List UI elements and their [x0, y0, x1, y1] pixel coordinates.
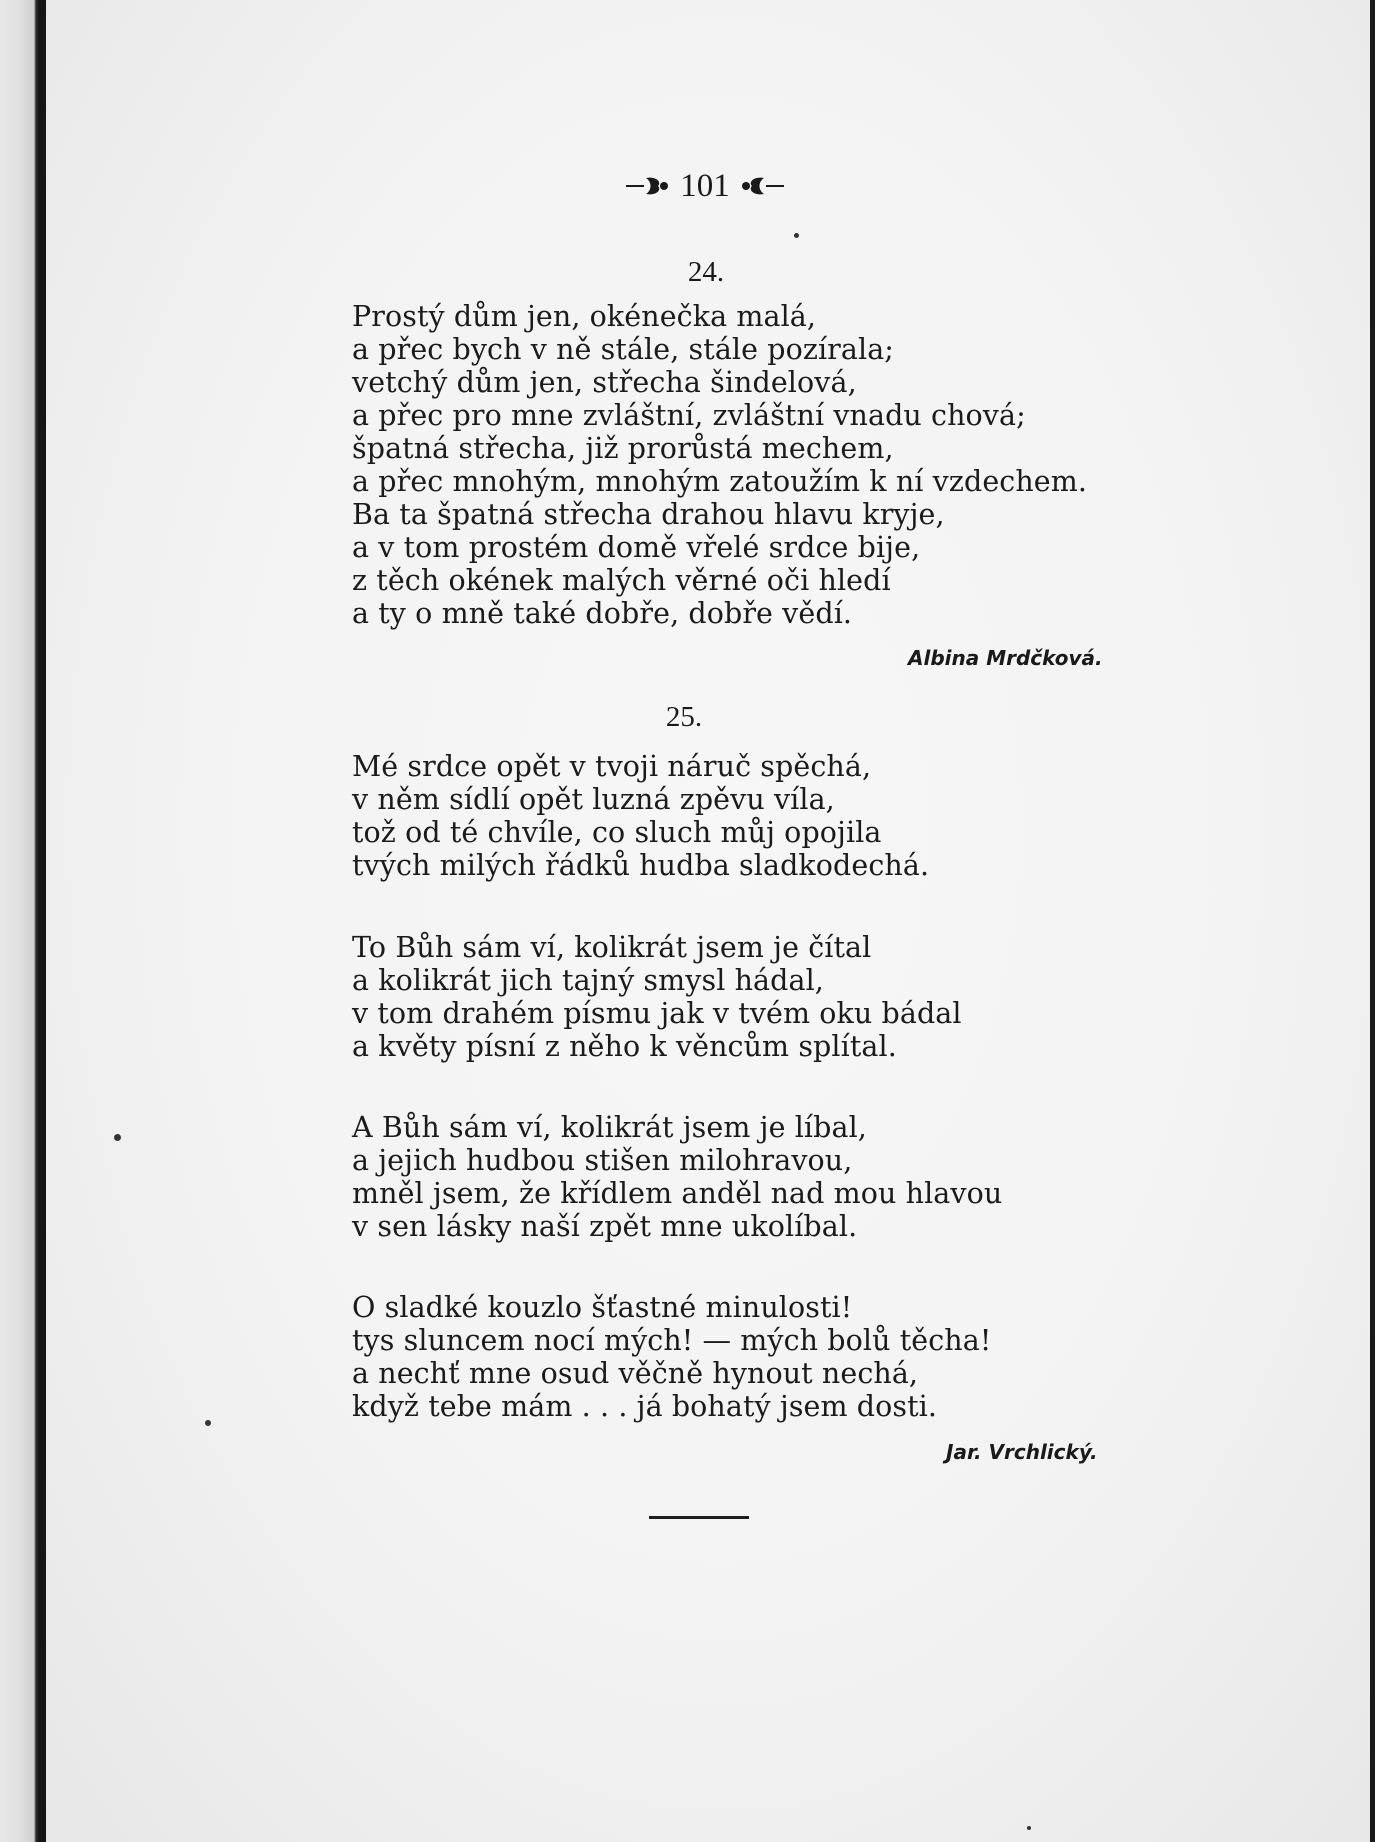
- verse-line: v tom drahém písmu jak v tvém oku bádal: [352, 997, 962, 1030]
- verse-line: A Bůh sám ví, kolikrát jsem je líbal,: [352, 1111, 867, 1144]
- poem-author: Jar. Vrchlický.: [946, 1440, 1098, 1464]
- verse-line: a přec bych v ně stále, stále pozírala;: [352, 333, 895, 366]
- scan-right-margin: [1375, 0, 1397, 1842]
- poem-24-stanza: [352, 300, 1087, 630]
- verse-line: a v tom prostém domě vřelé srdce bije,: [352, 531, 921, 564]
- end-rule-divider: [649, 1516, 749, 1519]
- verse-line: tys sluncem nocí mých! — mých bolů těcha!: [352, 1324, 992, 1357]
- page-number: 101: [680, 167, 730, 204]
- verse-line: Prostý dům jen, okénečka malá,: [352, 300, 817, 333]
- page-header: [590, 166, 820, 206]
- fleuron-ornament-icon: [626, 174, 672, 198]
- verse-line: vetchý dům jen, střecha šindelová,: [352, 366, 857, 399]
- scan-speck: [794, 233, 799, 238]
- verse-line: a přec pro mne zvláštní, zvláštní vnadu chová;: [352, 399, 1026, 432]
- poem-25-stanza: [352, 750, 929, 882]
- verse-line: O sladké kouzlo šťastné minulosti!: [352, 1291, 853, 1324]
- verse-line: Ba ta špatná střecha drahou hlavu kryje,: [352, 498, 945, 531]
- verse-line: když tebe mám . . . já bohatý jsem dosti.: [352, 1390, 938, 1423]
- verse-line: v sen lásky naší zpět mne ukolíbal.: [352, 1210, 858, 1243]
- verse-line: z těch okének malých věrné oči hledí: [352, 564, 891, 597]
- scan-binding-edge: [0, 0, 40, 1842]
- verse-line: a nechť mne osud věčně hynout nechá,: [352, 1357, 919, 1390]
- poem-author: Albina Mrdčková.: [908, 646, 1103, 670]
- verse-line: To Bůh sám ví, kolikrát jsem je čítal: [352, 931, 872, 964]
- verse-line: a jejich hudbou stišen milohravou,: [352, 1144, 853, 1177]
- verse-line: špatná střecha, již prorůstá mechem,: [352, 432, 894, 465]
- poem-25-stanza: [352, 1291, 991, 1423]
- verse-line: a přec mnohým, mnohým zatoužím k ní vzdechem.: [352, 465, 1088, 498]
- scan-speck: [1027, 1826, 1031, 1830]
- verse-line: mněl jsem, že křídlem anděl nad mou hlavou: [352, 1177, 1003, 1210]
- fleuron-ornament-icon: [738, 174, 784, 198]
- verse-line: v něm sídlí opět luzná zpěvu víla,: [352, 783, 835, 816]
- verse-line: tož od té chvíle, co sluch můj opojila: [352, 816, 882, 849]
- poem-number: 25.: [665, 701, 703, 733]
- verse-line: Mé srdce opět v tvoji náruč spěchá,: [352, 750, 872, 783]
- poem-number: 24.: [687, 256, 725, 288]
- poem-25-stanza: [352, 931, 962, 1063]
- verse-line: tvých milých řádků hudba sladkodechá.: [352, 849, 930, 882]
- verse-line: a ty o mně také dobře, dobře vědí.: [352, 597, 853, 630]
- scan-speck: [114, 1134, 121, 1141]
- poem-25-stanza: [352, 1111, 1002, 1243]
- verse-line: a kolikrát jich tajný smysl hádal,: [352, 964, 824, 997]
- verse-line: a květy písní z něho k věncům splítal.: [352, 1030, 897, 1063]
- scan-speck: [205, 1420, 211, 1426]
